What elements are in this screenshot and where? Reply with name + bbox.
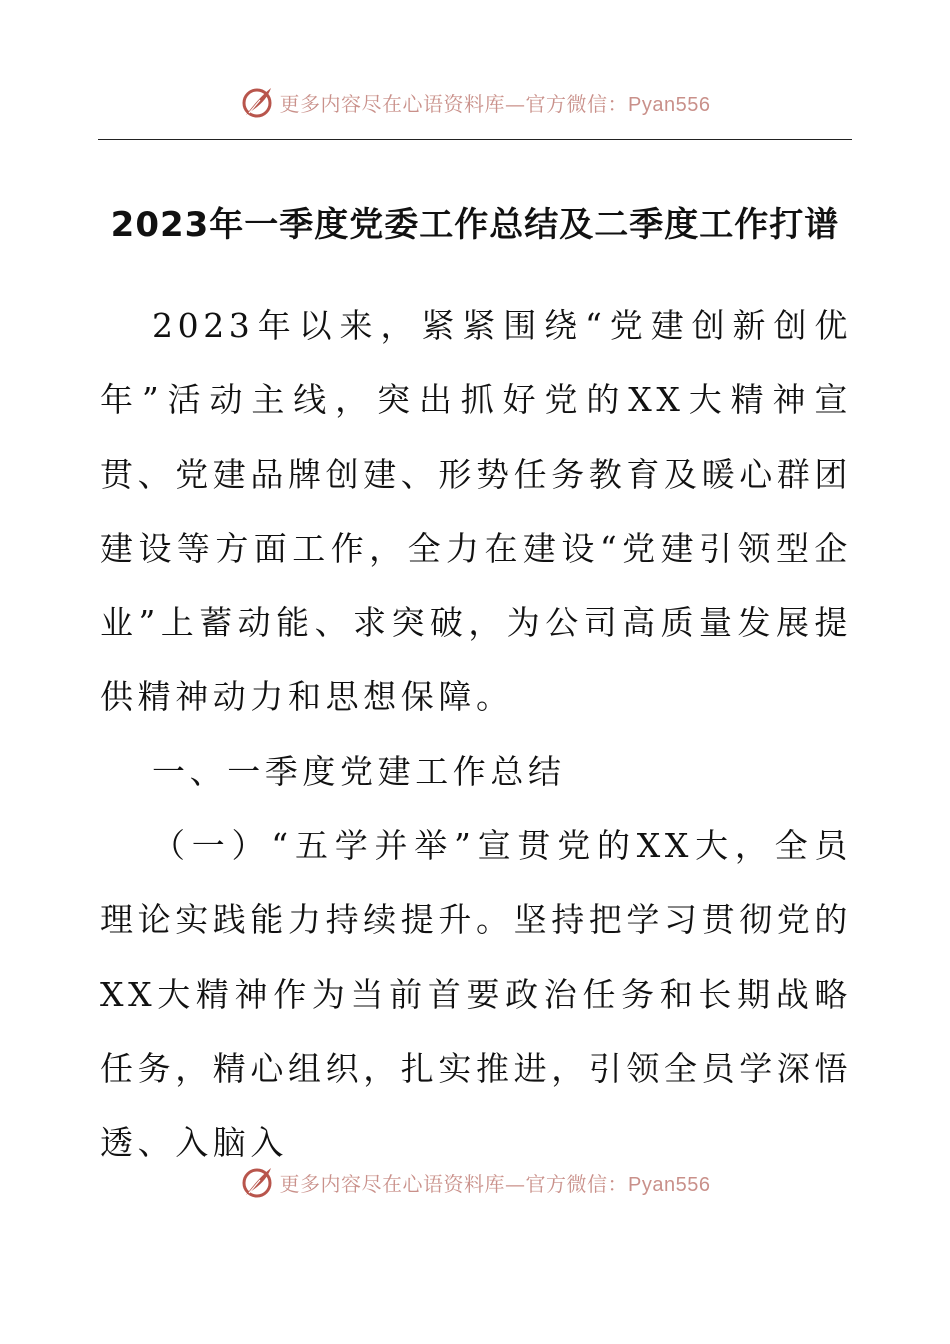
header-watermark-text: 更多内容尽在心语资料库—官方微信：Pyan556 (279, 91, 711, 116)
intro-paragraph: 2023年以来，紧紧围绕“党建创新创优年”活动主线，突出抓好党的XX大精神宣贯、党建品牌创建、形势任务教育及暖心群团建设等方面工作，全力在建设“党建引领型企业”上蓄动能、求突破，为公司高质量发展提供精神动力和思想保障。 (100, 306, 852, 717)
footer-wechat-id: Pyan556 (628, 1173, 711, 1196)
quill-pen-logo-icon (240, 85, 274, 119)
footer-watermark-banner (0, 1160, 950, 1204)
header-wechat-id: Pyan556 (628, 93, 711, 116)
header-watermark-banner (0, 80, 950, 124)
header-divider (98, 139, 852, 140)
footer-watermark-text: 更多内容尽在心语资料库—官方微信：Pyan556 (279, 1171, 711, 1196)
section-heading: 一、一季度党建工作总结 (152, 752, 566, 791)
document-title: 2023年一季度党委工作总结及二季度工作打谱 (110, 205, 840, 245)
quill-pen-logo-icon (240, 1165, 274, 1199)
section-paragraph: （一）“五学并举”宣贯党的XX大，全员理论实践能力持续提升。坚持把学习贯彻党的XX大精神作为当前首要政治任务和长期战略任务，精心组织，扎实推进，引领全员学深悟透、入脑入 (100, 826, 852, 1163)
